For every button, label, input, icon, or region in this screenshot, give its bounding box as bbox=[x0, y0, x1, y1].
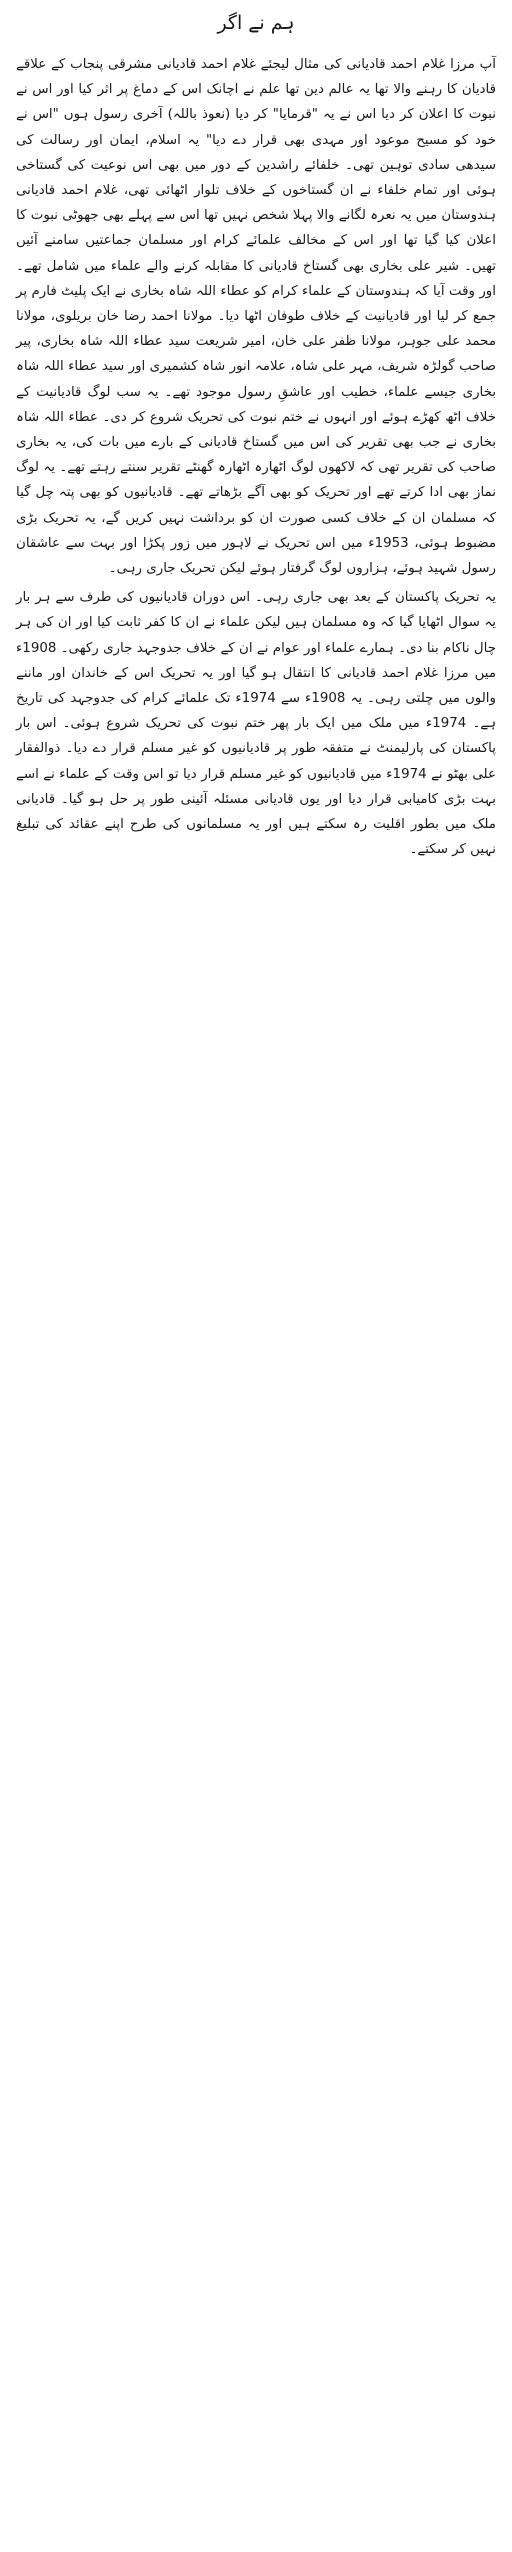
article-paragraph: یہ تحریک پاکستان کے بعد بھی جاری رہی۔ اس دوران قادیانیوں کی طرف سے ہر بار یہ سوال اٹھایا گیا کہ وہ مسلمان ہیں لیکن علماء نے ان کا کفر ثابت کیا اور ان کی ہر چال ناکام بنا دی۔ ہمارے علماء اور عوام نے ان کے خلاف جدوجہد جاری رکھی۔ 1908ء میں مرزا غلام احمد قادیانی کا انتقال ہو گیا اور یہ تحریک اس کے خاندان اور ماننے والوں میں چلتی رہی۔ یہ 1908ء سے 1974ء تک علمائے کرام کی جدوجہد کی تاریخ ہے۔ 1974ء میں ملک میں ایک بار پھر ختم نبوت کی تحریک شروع ہوئی۔ اس بار پاکستان کی پارلیمنٹ نے متفقہ طور پر قادیانیوں کو غیر مسلم قرار دے دیا۔ ذوالفقار علی بھٹو نے 1974ء میں قادیانیوں کو غیر مسلم قرار دیا تو اس وقت کے علماء نے اسے بہت بڑی کامیابی قرار دیا اور یوں قادیانی مسئلہ آئینی طور پر حل ہو گیا۔ قادیانی ملک میں بطور اقلیت رہ سکتے ہیں اور یہ مسلمانوں کی طرح اپنے عقائد کی تبلیغ نہیں کر سکتے۔ bbox=[16, 590, 497, 858]
article-paragraph: آپ مرزا غلام احمد قادیانی کی مثال لیجئے غلام احمد قادیانی مشرقی پنجاب کے علاقے قادیان کا رہنے والا تھا یہ عالم دین تھا علم نے اچانک اس کے دماغ پر اثر کیا اور اس نے نبوت کا اعلان کر دیا اس نے یہ "قرمایا" کر دیا (نعوذ باللہ) آخری رسول ہوں "اس نے خود کو مسیح موعود اور مہدی بھی قرار دے دیا" یہ اسلام، ایمان اور رسالت کی سیدھی سادی توہین تھی۔ خلفائے راشدین کے دور میں بھی اس نوعیت کی گستاخی ہوئی اور تمام خلفاء نے ان گستاخوں کے خلاف تلوار اٹھائی تھی، غلام احمد قادیانی ہندوستان میں یہ نعرہ لگانے والا پہلا شخص نہیں تھا اس سے پہلے بھی جھوٹی نبوت کا اعلان کیا گیا تھا اور اس کے مخالف علمائے کرام اور مسلمان جماعتیں سامنے آئیں تھیں۔ شیر علی بخاری بھی گستاخ قادیانی کا مقابلہ کرنے والے علماء میں شامل تھے۔ اور وقت آیا کہ ہندوستان کے علماء کرام کو عطاء اللہ شاہ بخاری نے ایک پلیٹ فارم پر جمع کر لیا اور قادیانیت کے خلاف طوفان اٹھا دیا۔ مولانا احمد رضا خان بریلوی، مولانا محمد علی جوہر، مولانا ظفر علی خان، امیر شریعت سید عطاء اللہ شاہ بخاری، پیر صاحب گولڑہ شریف، مہر علی شاہ، علامہ انور شاہ کشمیری اور سید عطاء اللہ شاہ بخاری جیسے علماء، خطیب اور عاشقِ رسول موجود تھے۔ یہ سب لوگ قادیانیت کے خلاف اٹھ کھڑے ہوئے اور انہوں نے ختم نبوت کی تحریک شروع کر دی۔ عطاء اللہ شاہ بخاری نے جب بھی تقریر کی اس میں گستاخ قادیانی کے بارے میں بات کی، یہ بخاری صاحب کی تقریر تھی کہ لاکھوں لوگ اٹھارہ اٹھارہ گھنٹے تقریر سنتے رہتے تھے۔ یہ لوگ نماز بھی ادا کرتے تھے اور تحریک کو بھی آگے بڑھاتے تھے۔ قادیانیوں کو بھی پتہ چل گیا کہ مسلمان ان کے خلاف کسی صورت ان کو برداشت نہیں کریں گے، یہ تحریک بڑی مضبوط ہوئی، 1953ء میں اس تحریک نے لاہور میں زور پکڑا اور بہت سے عاشقان رسول شہید ہوئے، ہزاروں لوگ گرفتار ہوئے لیکن تحریک جاری رہی۔ bbox=[16, 57, 496, 577]
article-headline: ہم نے اگر bbox=[217, 12, 295, 34]
